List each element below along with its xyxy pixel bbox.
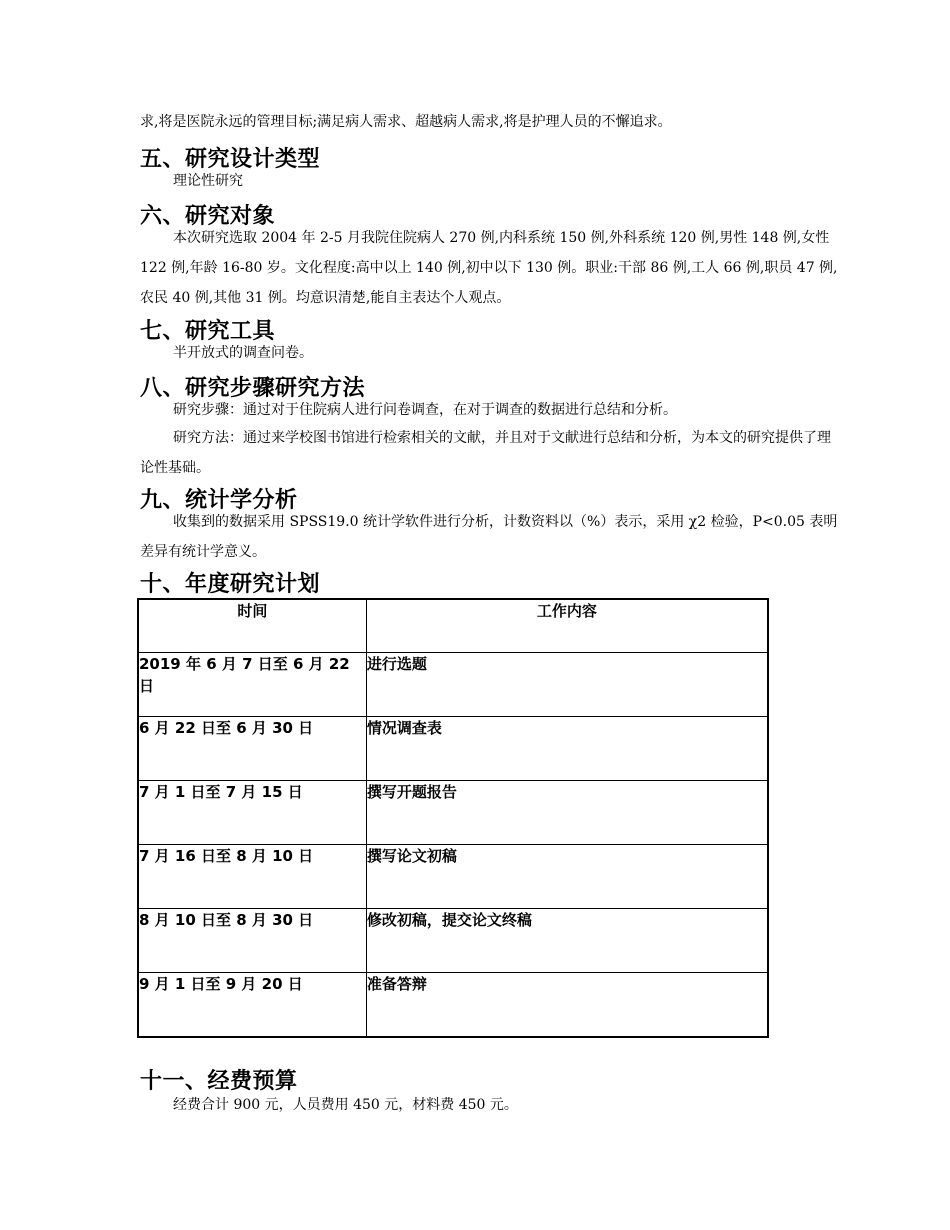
task-cell: 撰写论文初稿: [366, 845, 768, 909]
time-cell: 2019 年 6 月 7 日至 6 月 22 日: [138, 653, 366, 717]
table-header-row: [138, 599, 768, 653]
task-cell: 撰写开题报告: [366, 781, 768, 845]
column-header-time: 时间: [138, 599, 366, 653]
table-row: [138, 909, 768, 973]
time-cell: 8 月 10 日至 8 月 30 日: [138, 909, 366, 973]
time-cell: 6 月 22 日至 6 月 30 日: [138, 717, 366, 781]
statistics-text: 收集到的数据采用 SPSS19.0 统计学软件进行分析，计数资料以（%）表示，采用 χ2 检验，P<0.05 表明差异有统计学意义。: [140, 514, 838, 560]
methods-steps-text: 研究步骤：通过对于住院病人进行问卷调查，在对于调查的数据进行总结和分析。: [173, 402, 677, 418]
task-cell: 修改初稿，提交论文终稿: [366, 909, 768, 973]
heading-statistics: 九、统计学分析: [140, 488, 298, 513]
table-row: [138, 781, 768, 845]
time-cell: 9 月 1 日至 9 月 20 日: [138, 973, 366, 1038]
time-cell: 7 月 16 日至 8 月 10 日: [138, 845, 366, 909]
time-cell: 7 月 1 日至 7 月 15 日: [138, 781, 366, 845]
heading-annual-plan: 十、年度研究计划: [140, 572, 321, 597]
design-type-text: 理论性研究: [173, 173, 243, 189]
task-cell: 准备答辩: [366, 973, 768, 1038]
table-row: [138, 653, 768, 717]
task-cell: 情况调查表: [366, 717, 768, 781]
budget-text: 经费合计 900 元，人员费用 450 元，材料费 450 元。: [173, 1097, 518, 1113]
tools-text: 半开放式的调查问卷。: [173, 345, 313, 361]
heading-budget: 十一、经费预算: [140, 1069, 298, 1094]
heading-methods: 八、研究步骤研究方法: [140, 376, 366, 401]
subjects-text: 本次研究选取 2004 年 2-5 月我院住院病人 270 例,内科系统 150 例,外科系统 120 例,男性 148 例,女性 122 例,年龄 16-80 岁。文化程度:高中以上 140 例,初中以下 130 例。职业:干部 86 例,工人 66 例,职员 47 例,农民 40 例,其他 31 例。均意识清楚,能自主表达个人观点。: [140, 230, 838, 306]
methods-method-text: 研究方法：通过来学校图书馆进行检索相关的文献，并且对于文献进行总结和分析，为本文的研究提供了理论性基础。: [140, 430, 831, 476]
column-header-task: 工作内容: [366, 599, 768, 653]
task-cell: 进行选题: [366, 653, 768, 717]
annual-plan-table: [137, 598, 769, 1038]
table-row: [138, 973, 768, 1038]
intro-paragraph: 求,将是医院永远的管理目标;满足病人需求、超越病人需求,将是护理人员的不懈追求。: [140, 114, 672, 130]
heading-subjects: 六、研究对象: [140, 204, 276, 229]
table-row: [138, 845, 768, 909]
heading-tools: 七、研究工具: [140, 319, 276, 344]
heading-design-type: 五、研究设计类型: [140, 147, 321, 172]
table-row: [138, 717, 768, 781]
